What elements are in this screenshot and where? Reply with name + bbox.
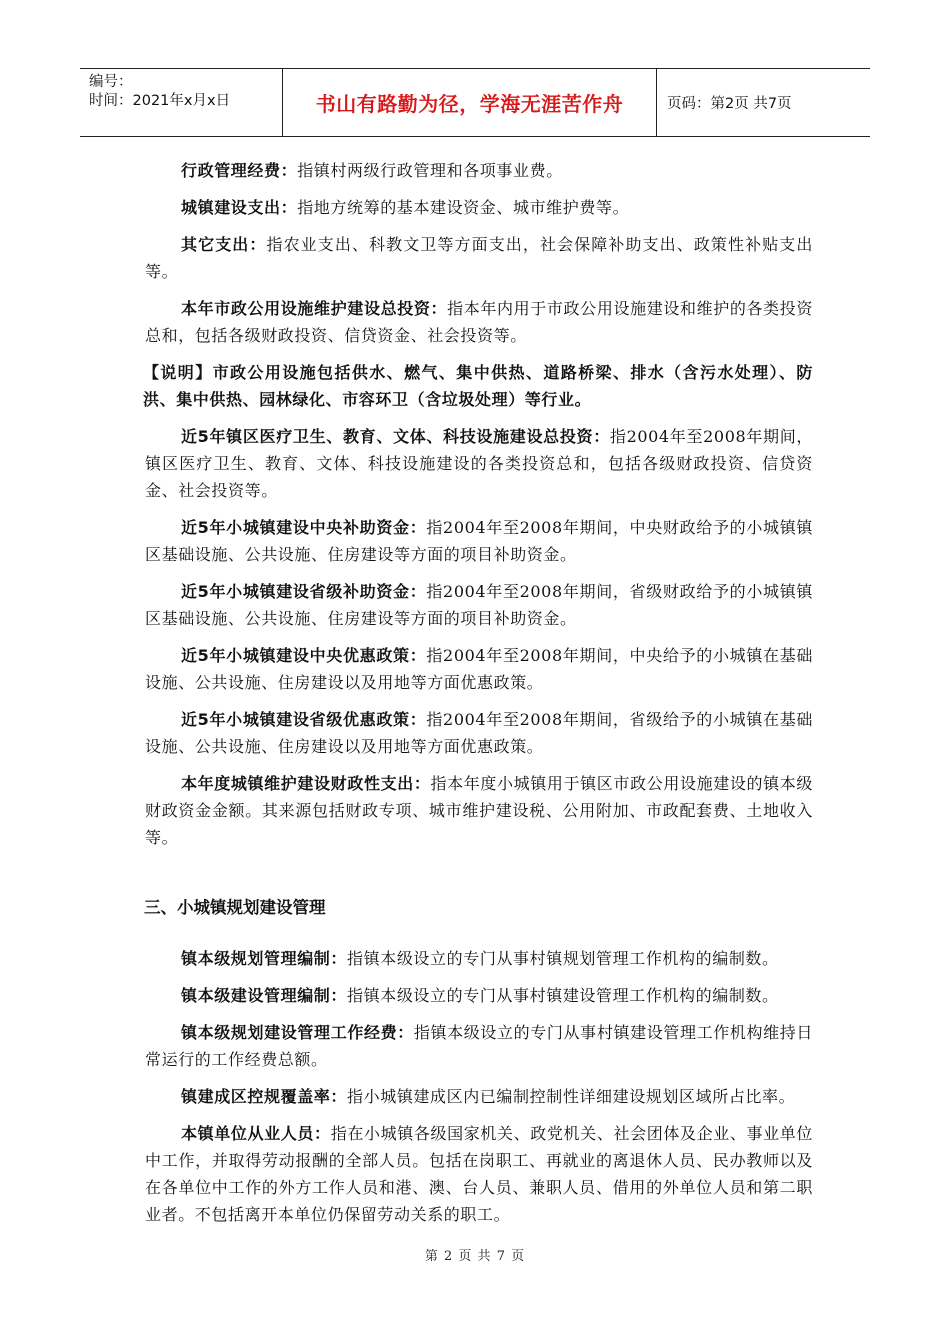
definition-text: 指镇本级设立的专门从事村镇建设管理工作机构的编制数。 <box>347 986 779 1005</box>
definition-text: 指本年度小城镇用于镇区市政公用设施建设的镇本级财政资金金额。其来源包括财政专项、城市维护建设税、公用附加、市政配套费、土地收入等。 <box>145 774 813 847</box>
page-footer: 第 2 页 共 7 页 <box>424 1249 526 1264</box>
definition-paragraph <box>145 231 813 285</box>
definition-term: 其它支出： <box>181 235 267 254</box>
document-body <box>145 157 813 1238</box>
note-paragraph <box>143 359 813 413</box>
definition-term: 城镇建设支出： <box>181 198 298 217</box>
time-label: 时间：2021年x月x日 <box>89 93 231 109</box>
definition-paragraph <box>145 1019 813 1073</box>
definition-term: 本年度城镇维护建设财政性支出： <box>181 774 431 793</box>
definition-term: 近5年小城镇建设省级补助资金： <box>181 582 427 601</box>
definition-text: 指镇本级设立的专门从事村镇规划管理工作机构的编制数。 <box>347 949 779 968</box>
definition-paragraph <box>145 770 813 851</box>
definition-paragraph <box>145 642 813 696</box>
definition-text: 指2004年至2008年期间，中央给予的小城镇在基础设施、公共设施、住房建设以及用地等方面优惠政策。 <box>145 646 813 692</box>
definition-text: 指小城镇建成区内已编制控制性详细建设规划区域所占比率。 <box>347 1087 796 1106</box>
definition-term: 镇建成区控规覆盖率： <box>181 1087 348 1106</box>
definition-paragraph <box>145 157 813 184</box>
definition-term: 本镇单位从业人员： <box>181 1124 331 1143</box>
definition-text: 指2004年至2008年期间，镇区医疗卫生、教育、文体、科技设施建设的各类投资总和，包括各级财政投资、信贷资金、社会投资等。 <box>145 427 813 500</box>
definition-text: 指2004年至2008年期间，省级财政给予的小城镇镇区基础设施、公共设施、住房建设等方面的项目补助资金。 <box>145 582 813 628</box>
definition-paragraph <box>145 1083 813 1110</box>
definition-paragraph <box>145 194 813 221</box>
section-title: 三、小城镇规划建设管理 <box>144 898 326 917</box>
definition-paragraph <box>145 706 813 760</box>
definition-text: 指镇村两级行政管理和各项事业费。 <box>297 161 563 180</box>
page-header <box>80 68 870 137</box>
definition-term: 近5年镇区医疗卫生、教育、文体、科技设施建设总投资： <box>181 427 610 446</box>
definition-term: 镇本级规划建设管理工作经费： <box>181 1023 414 1042</box>
definition-paragraph <box>145 945 813 972</box>
header-meta <box>80 69 282 136</box>
definition-term: 镇本级规划管理编制： <box>181 949 348 968</box>
definition-term: 本年市政公用设施维护建设总投资： <box>181 299 448 318</box>
definition-paragraph <box>145 295 813 349</box>
definition-term: 近5年小城镇建设省级优惠政策： <box>181 710 427 729</box>
note-text: 【说明】市政公用设施包括供水、燃气、集中供热、道路桥梁、排水（含污水处理）、防洪、集中供热、园林绿化、市容环卫（含垃圾处理）等行业。 <box>143 363 813 409</box>
definition-paragraph <box>145 514 813 568</box>
definition-text: 指农业支出、科教文卫等方面支出，社会保障补助支出、政策性补贴支出等。 <box>145 235 813 281</box>
definition-text: 指镇本级设立的专门从事村镇建设管理工作机构维持日常运行的工作经费总额。 <box>145 1023 813 1069</box>
definition-paragraph <box>145 423 813 504</box>
definition-term: 近5年小城镇建设中央优惠政策： <box>181 646 427 665</box>
definition-text: 指本年内用于市政公用设施建设和维护的各类投资总和，包括各级财政投资、信贷资金、社会投资等。 <box>145 299 813 345</box>
definition-paragraph <box>145 578 813 632</box>
definition-term: 行政管理经费： <box>181 161 298 180</box>
definition-paragraph <box>145 982 813 1009</box>
definition-text: 指地方统筹的基本建设资金、城市维护费等。 <box>297 198 630 217</box>
definition-term: 镇本级建设管理编制： <box>181 986 348 1005</box>
definition-term: 近5年小城镇建设中央补助资金： <box>181 518 427 537</box>
number-label: 编号： <box>89 74 133 90</box>
header-page-info: 页码：第2页 共7页 <box>667 96 792 112</box>
definition-text: 指在小城镇各级国家机关、政党机关、社会团体及企业、事业单位中工作，并取得劳动报酬的全部人员。包括在岗职工、再就业的离退休人员、民办教师以及在各单位中工作的外方工作人员和港、澳、台人员、兼职人员、借用的外单位人员和第二职业者。不包括离开本单位仍保留劳动关系的职工。 <box>145 1124 814 1224</box>
definition-text: 指2004年至2008年期间，省级给予的小城镇在基础设施、公共设施、住房建设以及用地等方面优惠政策。 <box>145 710 813 756</box>
header-motto: 书山有路勤为径，学海无涯苦作舟 <box>282 69 657 136</box>
definition-text: 指2004年至2008年期间，中央财政给予的小城镇镇区基础设施、公共设施、住房建设等方面的项目补助资金。 <box>145 518 813 564</box>
definition-paragraph <box>145 1120 813 1228</box>
